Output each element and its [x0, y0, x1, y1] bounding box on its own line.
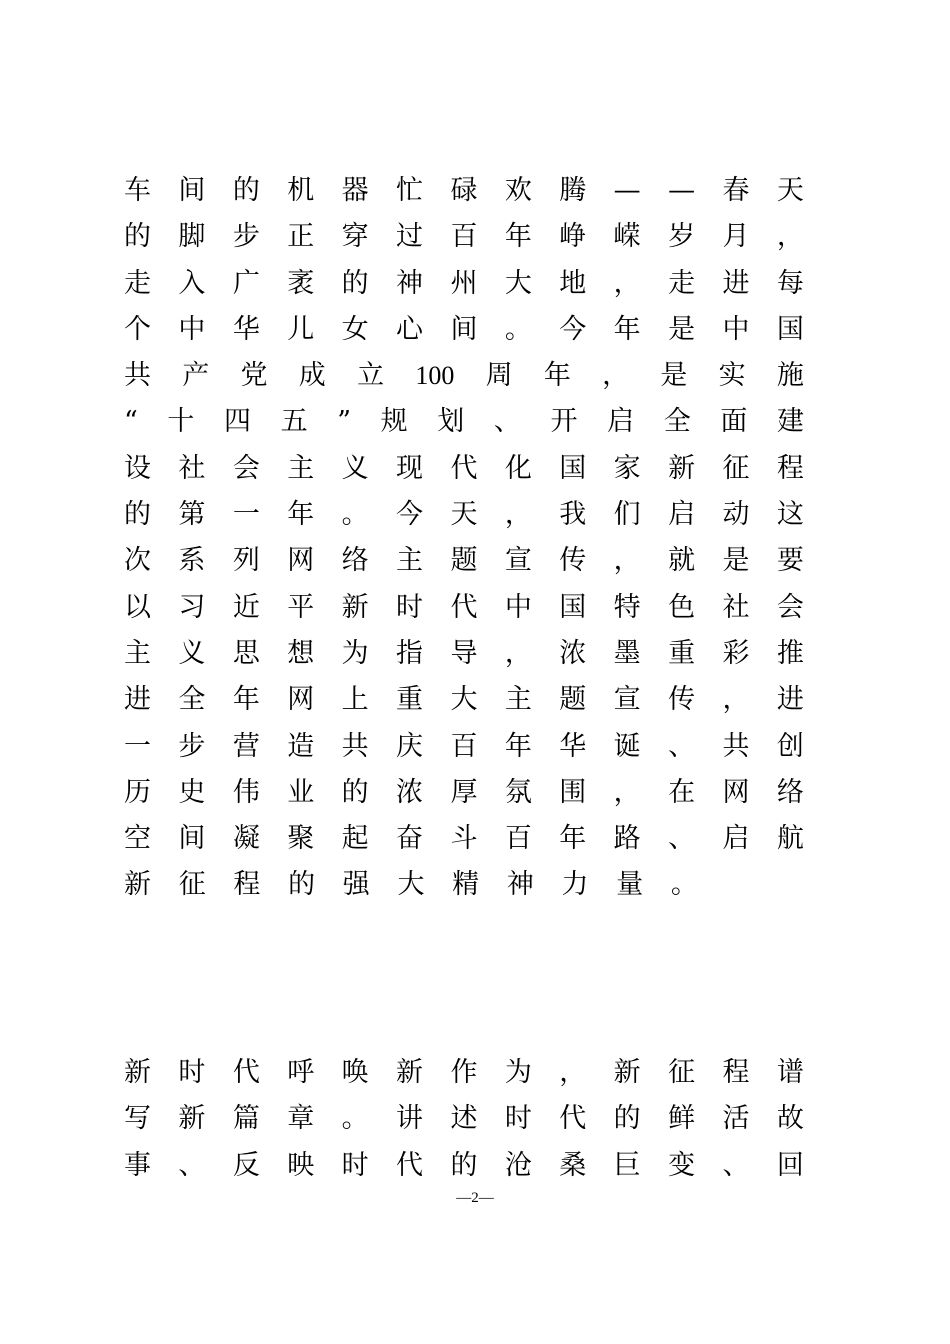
text-line: 走 入 广 袤 的 神 州 大 地 ， 走 进 每 — [124, 267, 804, 299]
text-line: 空 间 凝 聚 起 奋 斗 百 年 路 、 启 航 — [124, 823, 804, 855]
text-line: 新 征 程 的 强 大 精 神 力 量 。 — [124, 869, 698, 901]
text-line: 事 、 反 映 时 代 的 沧 桑 巨 变 、 回 — [124, 1149, 804, 1181]
text-line: 一 步 营 造 共 庆 百 年 华 诞 、 共 创 — [124, 730, 804, 762]
text-line: 共 产 党 成 立 100 周 年 ， 是 实 施 — [124, 360, 804, 392]
text-line: 的 第 一 年 。 今 天 ， 我 们 启 动 这 — [124, 499, 804, 531]
text-line: 设 社 会 主 义 现 代 化 国 家 新 征 程 — [124, 452, 804, 484]
text-line: 进 全 年 网 上 重 大 主 题 宣 传 ， 进 — [124, 684, 804, 716]
text-line: 个 中 华 儿 女 心 间 。 今 年 是 中 国 — [124, 313, 804, 345]
paragraph-1 — [124, 168, 804, 909]
page-number: —2— — [456, 1190, 494, 1206]
text-line: 历 史 伟 业 的 浓 厚 氛 围 ， 在 网 络 — [124, 776, 804, 808]
text-line: 以 习 近 平 新 时 代 中 国 特 色 社 会 — [124, 591, 804, 623]
text-line: 的 脚 步 正 穿 过 百 年 峥 嵘 岁 月 ， — [124, 221, 804, 253]
text-line: 主 义 思 想 为 指 导 ， 浓 墨 重 彩 推 — [124, 637, 804, 669]
text-line: 新 时 代 呼 唤 新 作 为 ， 新 征 程 谱 — [124, 1057, 804, 1088]
paragraph-2 — [124, 1050, 804, 1189]
text-line: 次 系 列 网 络 主 题 宣 传 ， 就 是 要 — [124, 545, 804, 577]
text-line: “ 十 四 五 ” 规 划 、 开 启 全 面 建 — [124, 406, 804, 438]
text-line: 车 间 的 机 器 忙 碌 欢 腾 — — 春 天 — [124, 175, 804, 206]
text-line: 写 新 篇 章 。 讲 述 时 代 的 鲜 活 故 — [124, 1103, 804, 1135]
